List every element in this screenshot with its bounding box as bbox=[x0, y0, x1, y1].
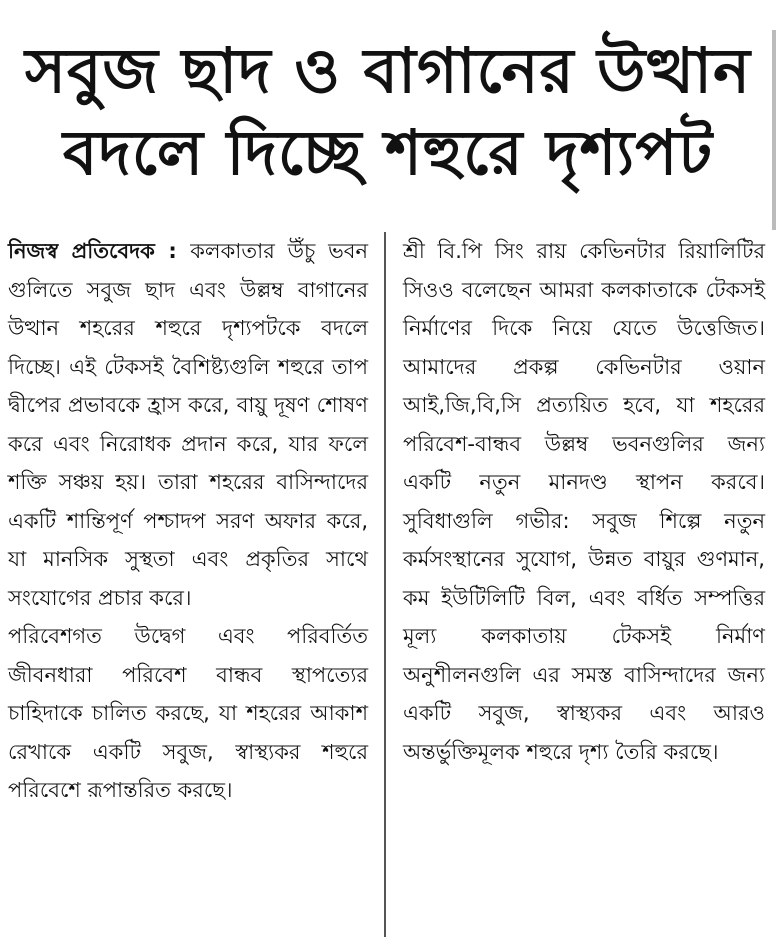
paragraph-2-text: পরিবেশগত উদ্বেগ এবং পরিবর্তিত জীবনধারা পরিবেশ বান্ধব স্থাপত্যের চাহিদাকে চালিত করছে, যা শহরের আকাশ রেখাকে একটি সবুজ, স্বাস্থ্যকর শহুরে পরিবেশে রূপান্তরিত করছে। bbox=[8, 624, 368, 802]
column-divider bbox=[384, 232, 386, 937]
byline: নিজস্ব প্রতিবেদক bbox=[8, 239, 155, 263]
headline bbox=[0, 30, 776, 194]
byline-separator: : bbox=[154, 239, 191, 263]
paragraph-3 bbox=[403, 232, 765, 771]
column-left bbox=[8, 232, 368, 810]
paragraph-3-text: শ্রী বি.পি সিং রায় কেভিনটার রিয়ালিটির সিওও বলেছেন আমরা কলকাতাকে টেকসই নির্মাণের দিকে নিয়ে যেতে উত্তেজিত। আমাদের প্রকল্প কেভিনটার ওয়ান আই,জি,বি,সি প্রত্যয়িত হবে, যা শহরের পরিবেশ-বান্ধব উল্লম্ব ভবনগুলির জন্য একটি নতুন মানদণ্ড স্থাপন করবে। সুবিধাগুলি গভীর: সবুজ শিল্পে নতুন কর্মসংস্থানের সুযোগ, উন্নত বায়ুর গুণমান, কম ইউটিলিটি বিল, এবং বর্ধিত সম্পত্তির মূল্য কলকাতায় টেকসই নির্মাণ অনুশীলনগুলি এর সমস্ত বাসিন্দাদের জন্য একটি সবুজ, স্বাস্থ্যকর এবং আরও অন্তর্ভুক্তিমূলক শহুরে দৃশ্য তৈরি করছে। bbox=[403, 239, 765, 764]
headline-line-2: বদলে দিচ্ছে শহুরে দৃশ্যপট bbox=[62, 116, 714, 189]
article-body bbox=[0, 232, 776, 937]
page-edge-rule bbox=[772, 30, 776, 230]
column-right bbox=[403, 232, 765, 771]
paragraph-2 bbox=[8, 617, 368, 810]
headline-line-1: সবুজ ছাদ ও বাগানের উত্থান bbox=[25, 34, 751, 107]
paragraph-1 bbox=[8, 232, 368, 617]
paragraph-1-text: কলকাতার উঁচু ভবন গুলিতে সবুজ ছাদ এবং উল্লম্ব বাগানের উত্থান শহরের শহুরে দৃশ্যপটকে বদলে দিচ্ছে। এই টেকসই বৈশিষ্ট্যগুলি শহুরে তাপ দ্বীপের প্রভাবকে হ্রাস করে, বায়ু দূষণ শোষণ করে এবং নিরোধক প্রদান করে, যার ফলে শক্তি সঞ্চয় হয়। তারা শহরের বাসিন্দাদের একটি শান্তিপূর্ণ পশ্চাদপ সরণ অফার করে, যা মানসিক সুস্থতা এবং প্রকৃতির সাথে সংযোগের প্রচার করে। bbox=[8, 239, 368, 610]
